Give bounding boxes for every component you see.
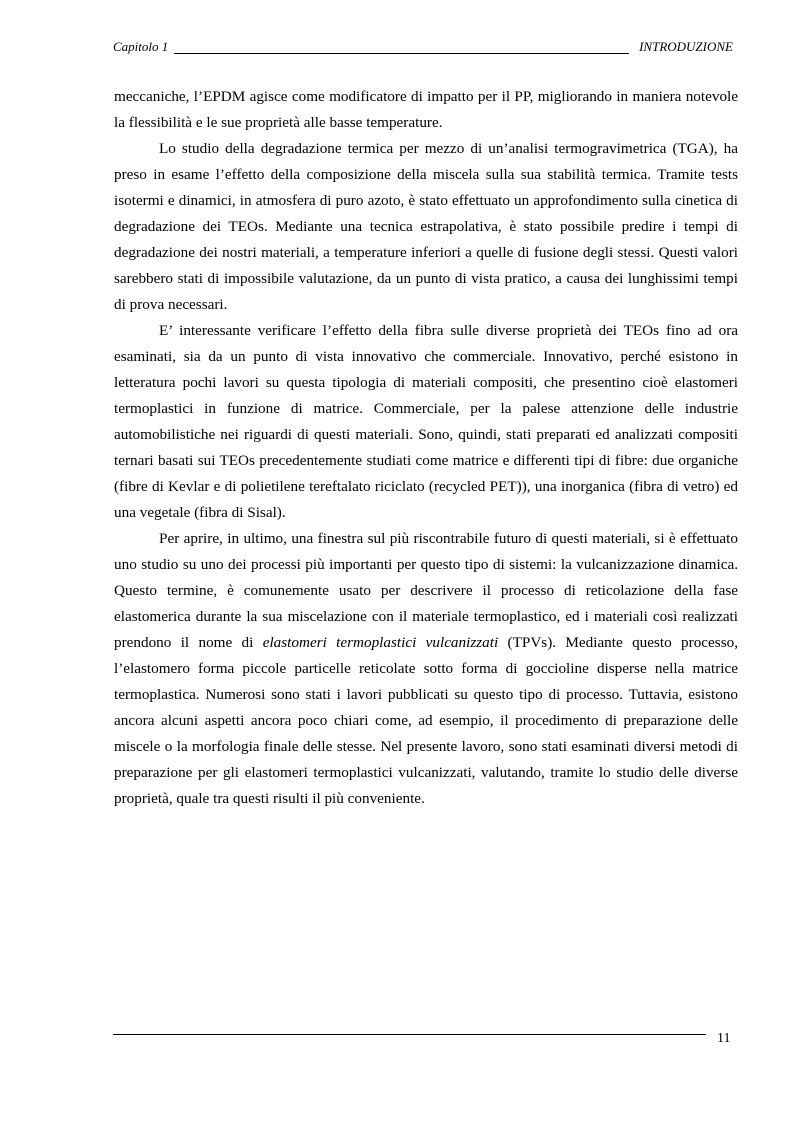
header-rule	[174, 53, 629, 54]
paragraph-tga: Lo studio della degradazione termica per mezzo di un’analisi termogravimetrica (TGA), ha preso in esame l’effetto della composizione della miscela sulla sua stabilità termica. Tramite tests isotermi e dinamici, in atmosfera di puro azoto, è stato effettuato un approfondimento sulla cinetica di degradazione dei TEOs. Mediante una tecnica estrapolativa, è stato possibile predire i tempi di degradazione dei nostri materiali, a temperature inferiori a quelle di fusione degli stessi. Questi valori sarebbero stati di impossibile valutazione, da un punto di vista pratico, a causa dei lunghissimi tempi di prova necessari.	[114, 140, 738, 313]
running-header	[113, 39, 733, 57]
header-section-title: INTRODUZIONE	[639, 39, 733, 54]
body-text	[114, 84, 738, 812]
page-number: 11	[717, 1031, 731, 1046]
paragraph-continuation: meccaniche, l’EPDM agisce come modificatore di impatto per il PP, migliorando in maniera notevole la flessibilità e le sue proprietà alle basse temperature.	[114, 88, 738, 131]
tpv-term: elastomeri termoplastici vulcanizzati	[262, 634, 499, 651]
paragraph-vulcanization-part-2: (TPVs). Mediante questo processo, l’elastomero forma piccole particelle reticolate sotto forma di goccioline disperse nella matrice termoplastica. Numerosi sono stati i lavori pubblicati su questo tipo di processo. Tuttavia, esistono ancora alcuni aspetti ancora poco chiari come, ad esempio, il procedimento di preparazione delle miscele o la morfologia finale delle stesse. Nel presente lavoro, sono stati esaminati diversi metodi di preparazione per gli elastomeri termoplastici vulcanizzati, valutando, tramite lo studio delle diverse proprietà, quale tra questi risulti il più conveniente.	[114, 634, 738, 807]
paragraph-vulcanization	[114, 526, 738, 812]
paragraph-vulcanization-part-1: Per aprire, in ultimo, una finestra sul più riscontrabile futuro di questi materiali, si è effettuato uno studio su uno dei processi più importanti per questo tipo di sistemi: la vulcanizzazione dinamica. Questo termine, è comunemente usato per descrivere il processo di reticolazione della fase elastomerica durante la sua miscelazione con il materiale termoplastico, ed i materiali così realizzati prendono il nome di	[114, 530, 738, 651]
header-chapter: Capitolo 1	[113, 39, 169, 54]
paragraph-fibers: E’ interessante verificare l’effetto della fibra sulle diverse proprietà dei TEOs fino ad ora esaminati, sia da un punto di vista innovativo che commerciale. Innovativo, perché esistono in letteratura pochi lavori su questa tipologia di materiali compositi, che presentino cioè elastomeri termoplastici in funzione di matrice. Commerciale, per la palese attenzione delle industrie automobilistiche nei riguardi di questi materiali. Sono, quindi, stati preparati ed analizzati compositi ternari basati sui TEOs precedentemente studiati come matrice e differenti tipi di fibre: due organiche (fibre di Kevlar e di polietilene tereftalato riciclato (recycled PET)), una inorganica (fibra di vetro) ed una vegetale (fibra di Sisal).	[114, 322, 738, 521]
footer-rule	[113, 1034, 706, 1035]
